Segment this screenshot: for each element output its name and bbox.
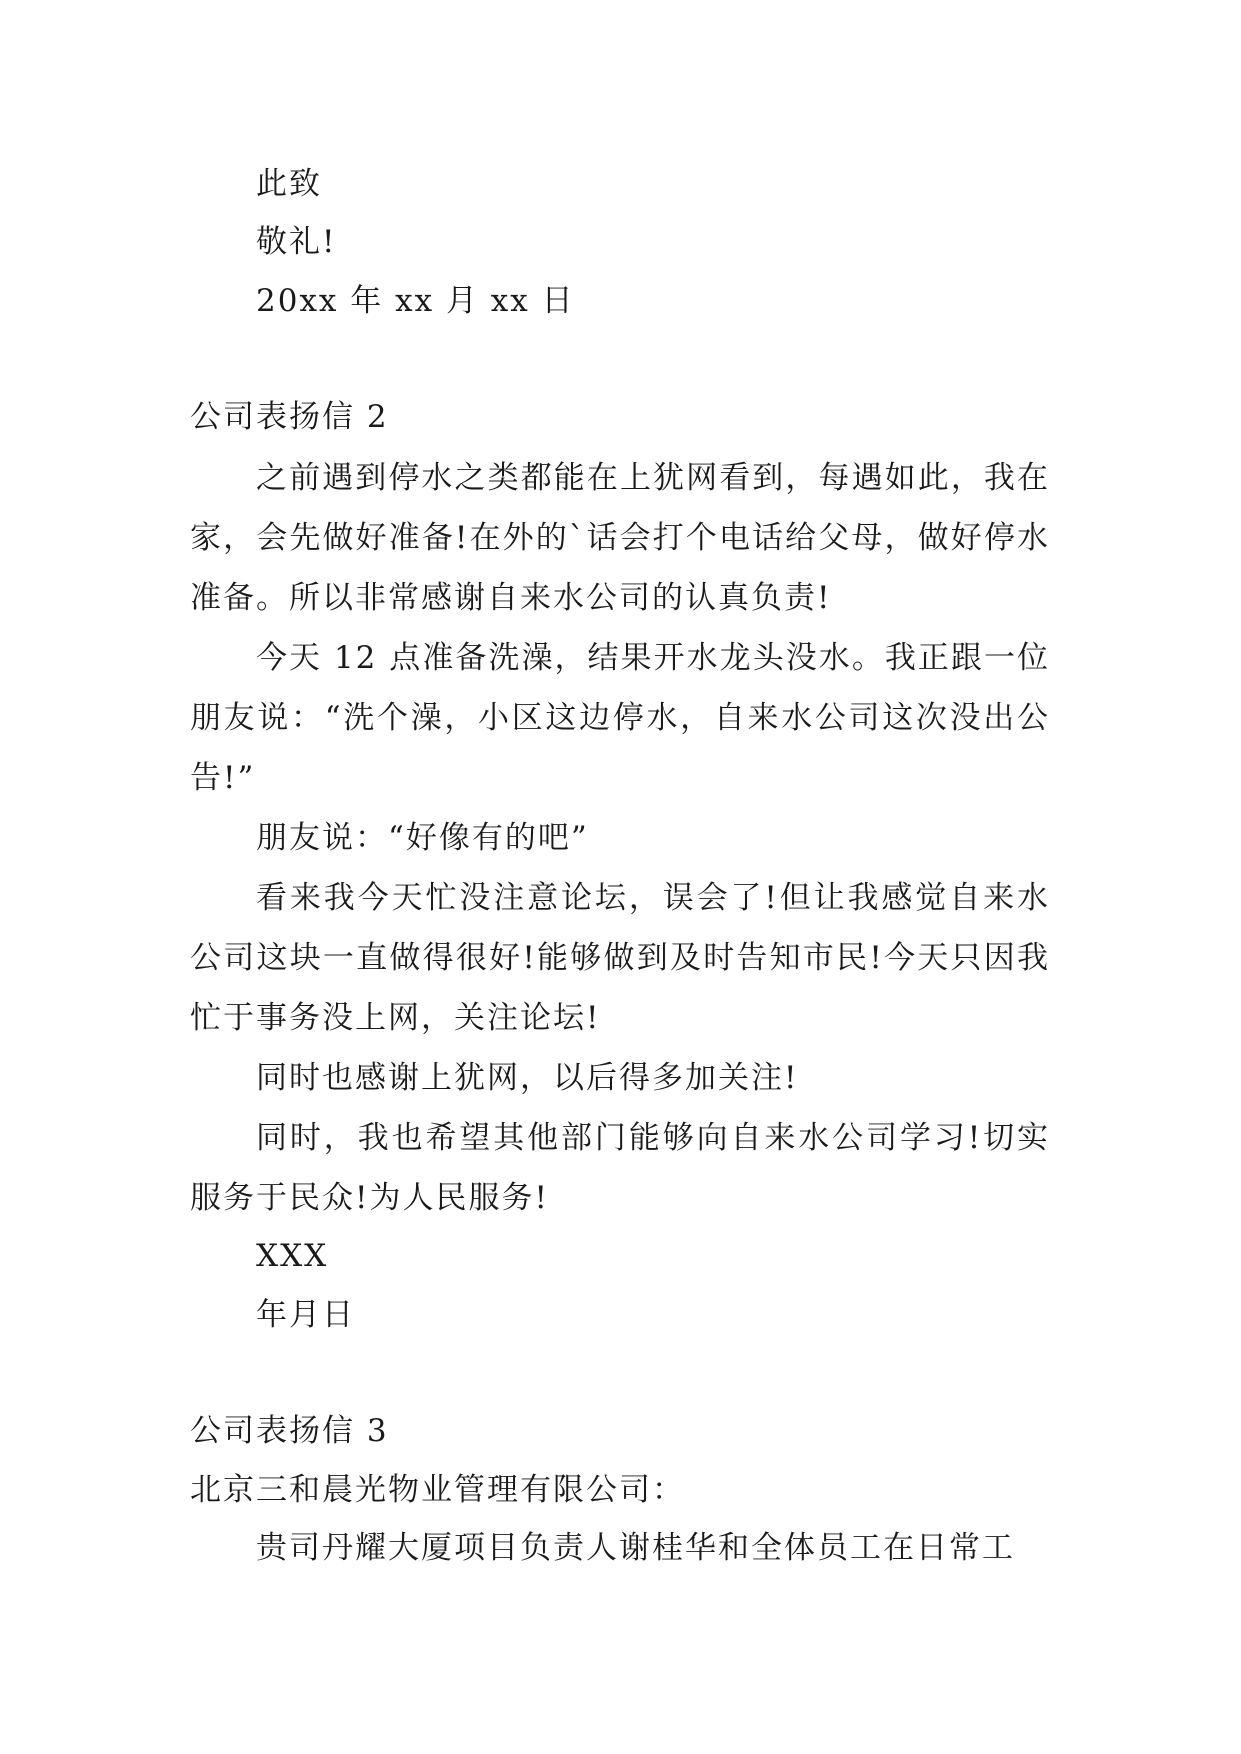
letter2-paragraph-3: 朋友说：“好像有的吧”	[256, 820, 589, 856]
closing-salutation: 此致	[256, 166, 322, 202]
closing-regards: 敬礼!	[256, 224, 337, 260]
letter3-recipient: 北京三和晨光物业管理有限公司：	[190, 1472, 685, 1508]
letter2-paragraph-2: 今天 12 点准备洗澡，结果开水龙头没水。我正跟一位朋友说：“洗个澡，小区这边停水，自来水公司这次没出公告!”	[190, 640, 1050, 796]
letter2-paragraph-5: 同时也感谢上犹网，以后得多加关注!	[256, 1060, 799, 1096]
letter2-date: 年月日	[256, 1297, 355, 1333]
letter2-signature: XXX	[256, 1238, 329, 1274]
letter2-paragraph-6: 同时，我也希望其他部门能够向自来水公司学习!切实服务于民众!为人民服务!	[190, 1120, 1050, 1216]
letter2-title: 公司表扬信 2	[190, 399, 389, 435]
letter2-paragraph-4: 看来我今天忙没注意论坛，误会了!但让我感觉自来水公司这块一直做得很好!能够做到及时告知市民!今天只因我忙于事务没上网，关注论坛!	[190, 880, 1050, 1036]
letter3-paragraph-1: 贵司丹耀大厦项目负责人谢桂华和全体员工在日常工	[256, 1530, 1015, 1566]
letter2-paragraph-1: 之前遇到停水之类都能在上犹网看到，每遇如此，我在家，会先做好准备!在外的`话会打个电话给父母，做好停水准备。所以非常感谢自来水公司的认真负责!	[190, 460, 1050, 616]
letter1-date: 20xx 年 xx 月 xx 日	[256, 283, 575, 319]
letter3-title: 公司表扬信 3	[190, 1413, 389, 1449]
